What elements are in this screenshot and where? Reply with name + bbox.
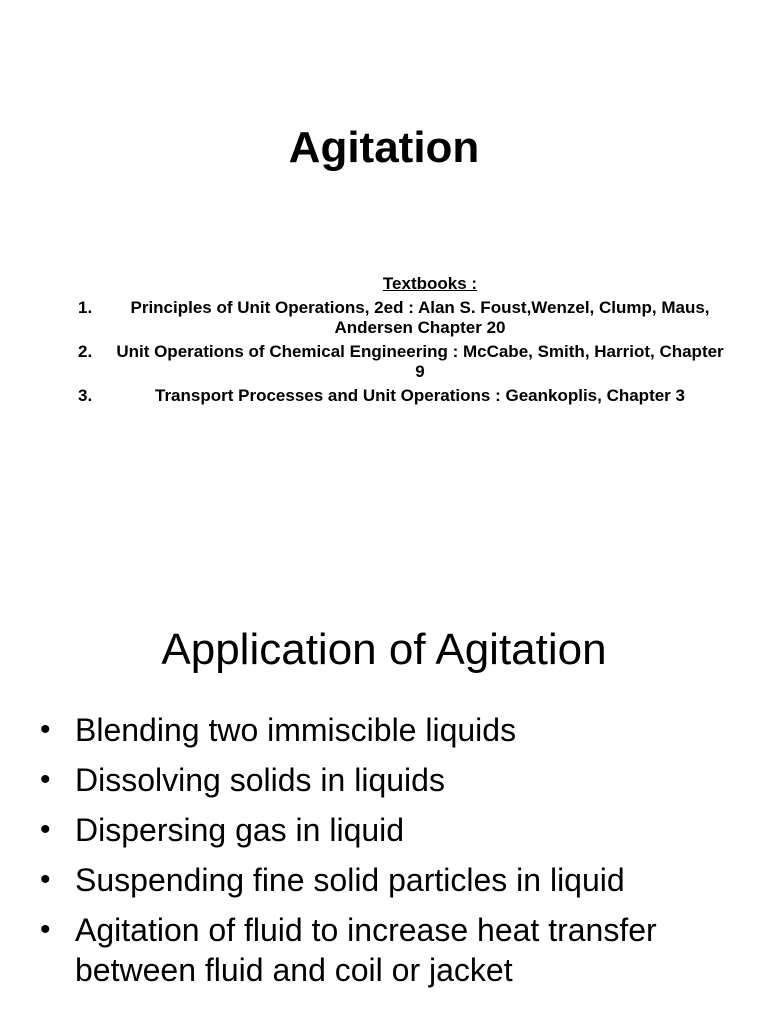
bullet-icon: •: [40, 863, 51, 896]
textbooks-section: [70, 274, 730, 410]
textbooks-heading: Textbooks :: [382, 274, 478, 293]
bullet-text: Dissolving solids in liquids: [75, 762, 445, 798]
bullet-item: [40, 860, 740, 900]
bullet-item: [40, 910, 740, 990]
textbook-text: Unit Operations of Chemical Engineering : McCabe, Smith, Harriot, Chapter 9: [116, 342, 724, 381]
textbook-number: 1.: [78, 298, 93, 317]
bullet-item: [40, 810, 740, 850]
slide-application-of-agitation: [0, 512, 768, 1024]
bullet-text: Blending two immiscible liquids: [75, 712, 517, 748]
textbook-number: 3.: [78, 386, 93, 405]
textbook-item: [70, 342, 730, 382]
bullet-item: [40, 710, 740, 750]
slide-title: Agitation: [288, 123, 480, 172]
textbook-item: [70, 386, 730, 406]
bullet-list: [40, 710, 740, 1000]
textbook-text: Principles of Unit Operations, 2ed : Alan S. Foust,Wenzel, Clump, Maus, Andersen Chapter 20: [130, 298, 710, 337]
slide-title: Application of Agitation: [161, 625, 607, 674]
textbook-item: [70, 298, 730, 338]
bullet-text: Agitation of fluid to increase heat transfer between fluid and coil or jacket: [75, 912, 657, 988]
bullet-text: Suspending fine solid particles in liquid: [75, 862, 625, 898]
bullet-icon: •: [40, 913, 51, 946]
bullet-icon: •: [40, 763, 51, 796]
textbook-text: Transport Processes and Unit Operations : Geankoplis, Chapter 3: [155, 386, 685, 405]
bullet-item: [40, 760, 740, 800]
bullet-icon: •: [40, 713, 51, 746]
bullet-text: Dispersing gas in liquid: [75, 812, 405, 848]
textbook-number: 2.: [78, 342, 93, 361]
bullet-icon: •: [40, 813, 51, 846]
textbooks-list: [70, 298, 730, 406]
